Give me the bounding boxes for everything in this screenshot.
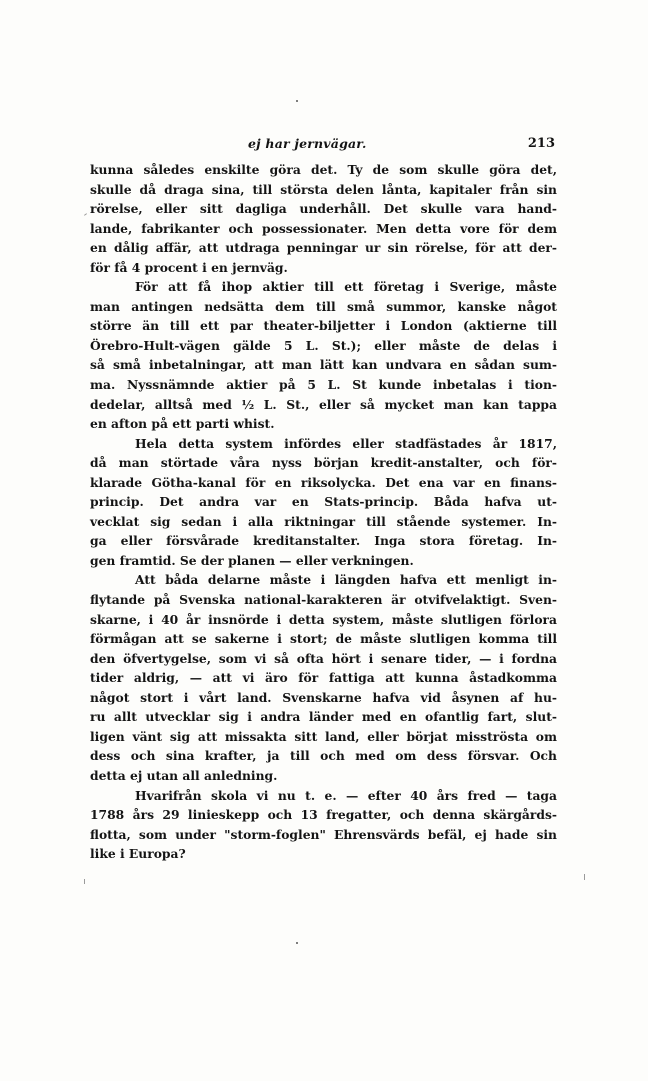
text-line: för få 4 procent i en jernväg. <box>90 259 288 275</box>
text-line: ligen vänt sig att missakta sitt land, eller börjat misströsta om <box>90 728 557 744</box>
scan-speck <box>296 942 298 944</box>
text-line: den öfvertygelse, som vi så ofta hört i senare tider, — i fordna <box>90 650 557 666</box>
text-line: 1788 års 29 linieskepp och 13 fregatter, och denna skärgårds- <box>90 807 557 823</box>
text-line: man antingen nedsätta dem till små summor, kanske något <box>90 298 557 314</box>
page-number: 213 <box>527 136 555 151</box>
text-line: förmågan att se sakerne i stort; de måste slutligen komma till <box>90 631 557 647</box>
text-line: like i Europa? <box>90 846 186 862</box>
text-line: tider aldrig, — att vi äro för fattiga att kunna åstadkomma <box>90 670 557 686</box>
paragraph-first-line: Att båda delarne måste i längden hafva ett menligt in- <box>135 572 557 588</box>
running-head <box>90 136 557 156</box>
text-line: så små inbetalningar, att man lätt kan undvara en sådan sum- <box>90 357 557 373</box>
text-line: klarade Götha-kanal för en riksolycka. Det ena var en finans- <box>90 474 557 490</box>
text-line: en afton på ett parti whist. <box>90 416 275 432</box>
running-title: ej har jernvägar. <box>248 136 367 151</box>
text-line: något stort i vårt land. Svenskarne hafva vid åsynen af hu- <box>90 689 557 705</box>
text-line: vecklat sig sedan i alla riktningar till stående systemer. In- <box>90 513 557 529</box>
scan-mark <box>84 213 87 216</box>
text-line: en dålig affär, att utdraga penningar ur sin rörelse, för att der- <box>90 240 557 256</box>
text-line: dedelar, alltså med ½ L. St., eller så mycket man kan tappa <box>90 396 557 412</box>
text-line: flotta, som under "storm-foglen" Ehrensvärds befäl, ej hade sin <box>90 826 557 842</box>
text-line: rörelse, eller sitt dagliga underhåll. Det skulle vara hand- <box>90 201 557 217</box>
paragraph-first-line: Hela detta system infördes eller stadfästades år 1817, <box>135 435 557 451</box>
body-text <box>90 160 557 864</box>
text-line: skulle då draga sina, till största delen lånta, kapitaler från sin <box>90 181 557 197</box>
text-line: ma. Nyssnämnde aktier på 5 L. St kunde inbetalas i tion- <box>90 377 557 393</box>
paragraph-first-line: Hvarifrån skola vi nu t. e. — efter 40 års fred — taga <box>135 787 557 803</box>
text-line: då man störtade våra nyss början kredit-anstalter, och för- <box>90 455 557 471</box>
text-line: kunna således enskilte göra det. Ty de som skulle göra det, <box>90 162 557 177</box>
text-line: dess och sina krafter, ja till och med om dess försvar. Och <box>90 748 557 764</box>
text-line: större än till ett par theater-biljetter i London (aktierne till <box>90 318 557 334</box>
text-line: ga eller försvårade kreditanstalter. Inga stora företag. In- <box>90 533 557 549</box>
text-line: lande, fabrikanter och possessionater. Men detta vore för dem <box>90 220 557 236</box>
text-line: ru allt utvecklar sig i andra länder med en ofantlig fart, slut- <box>90 709 557 725</box>
scan-mark <box>584 874 585 880</box>
text-line: princip. Det andra var en Stats-princip. Båda hafva ut- <box>90 494 557 510</box>
paragraph-first-line: För att få ihop aktier till ett företag i Sverige, måste <box>135 279 557 295</box>
scan-mark <box>84 879 85 884</box>
text-line: Örebro-Hult-vägen gälde 5 L. St.); eller måste de delas i <box>90 337 557 353</box>
scan-speck <box>296 100 298 102</box>
text-line: skarne, i 40 år insnörde i detta system, måste slutligen förlora <box>90 611 557 627</box>
text-line: flytande på Svenska national-karakteren är otvifvelaktigt. Sven- <box>90 592 557 608</box>
text-line: detta ej utan all anledning. <box>90 767 278 783</box>
text-line: gen framtid. Se der planen — eller verkningen. <box>90 552 414 568</box>
